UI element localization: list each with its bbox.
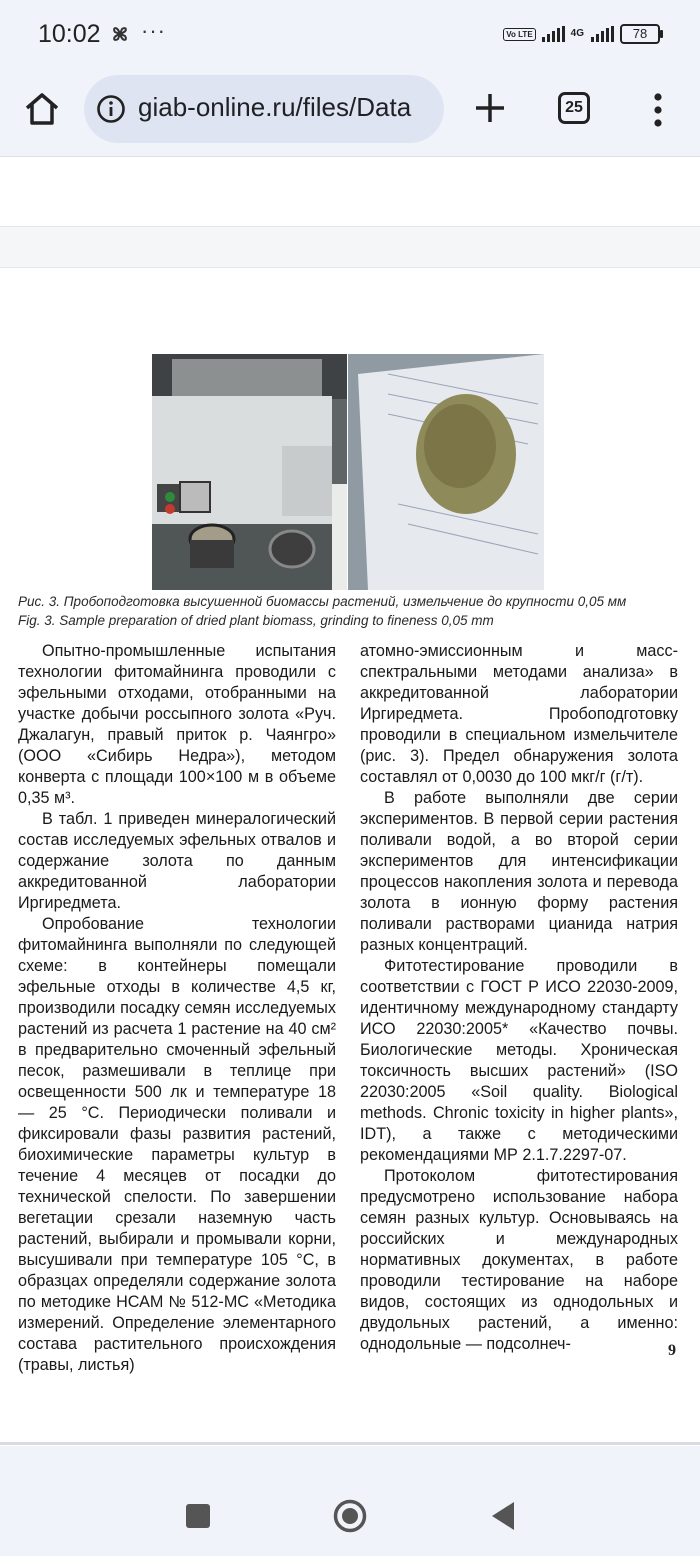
page-number: 9 <box>668 1342 676 1359</box>
site-info-icon[interactable] <box>96 94 126 124</box>
new-tab-icon[interactable] <box>472 90 508 126</box>
battery-icon: 78 <box>620 24 660 44</box>
paragraph: Опробование технологии фитомайнинга выполняли по следующей схеме: в контейнеры помещали эфельные отходы в количестве 4,5 кг, производили посадку семян исследуемых растений из расчета 1 растение на 40 см² в предварительно смоченный эфельный песок, размешивали в теплице при освещенности 500 лк и температуре 18 — 25 °С. Периодически поливали и фиксировали фазы развития растений, биохимические параметры культур в течение 4 месяцев от посадки до технической спелости. По завершении вегетации срезали наземную часть растений, выбирали и промывали корни, высушивали при температуре 105 °С, в образцах определяли содержание золота по методике НСАМ № 512-МС «Методика измерений. Определение элементарного состава растительного происхождения (травы, листья) <box>18 915 336 1374</box>
grinder-photo <box>152 354 347 590</box>
signal-strength-icon-2 <box>591 26 614 42</box>
more-notifications-icon: ··· <box>141 18 166 43</box>
network-type-label: 4G <box>570 28 584 39</box>
address-bar[interactable] <box>84 75 444 143</box>
paragraph: В работе выполняли две серии экспериментов. В первой серии растения поливали водой, а во второй серии экспериментов для интенсификации процессов накопления золота и перевода золота в ионную форму растения поливали растворами цианида натрия разных концентраций. <box>360 789 678 954</box>
fan-notification-icon <box>108 22 132 46</box>
status-icons <box>503 22 660 46</box>
recents-icon[interactable] <box>186 1504 210 1528</box>
browser-toolbar <box>0 70 700 157</box>
paragraph: Протоколом фитотестирования предусмотрено использование набора семян разных культур. Основываясь на российских и международных нормативных документах, в работе проводили тестирование на наборе видов, состоящих из однодольных и двудольных растений, а именно: однодольные — подсолнеч- <box>360 1167 678 1353</box>
figure-3-image <box>152 354 544 590</box>
more-menu-icon[interactable] <box>648 90 668 130</box>
volte-icon: Vo LTE <box>503 28 535 41</box>
article-column-right <box>360 641 678 1355</box>
paragraph: Фитотестирование проводили в соответствии с ГОСТ Р ИСО 22030-2009, идентичному международному стандарту ИСО 22030:2005* «Качество почвы. Биологические методы. Хроническая токсичность высших растений» (ISO 22030:2005 «Soil quality. Biological methods. Chronic toxicity in higher plants», IDT), а также с методическими рекомендациями МР 2.1.7.2297-07. <box>360 957 678 1164</box>
ground-biomass-photo <box>348 354 544 590</box>
page-divider-band <box>0 226 700 268</box>
status-time: 10:02 <box>38 20 101 48</box>
system-nav-bar <box>0 1446 700 1556</box>
home-icon[interactable] <box>22 89 62 129</box>
signal-strength-icon-1 <box>542 26 565 42</box>
url-text[interactable]: giab-online.ru/files/Data <box>138 92 412 122</box>
paragraph: В табл. 1 приведен минералогический состав исследуемых эфельных отвалов и содержание золота по данным аккредитованной лаборатории Иргиредмета. <box>18 810 336 912</box>
nav-home-icon[interactable] <box>333 1499 367 1533</box>
back-icon[interactable] <box>490 1500 516 1532</box>
figure-caption-ru: Рис. 3. Пробоподготовка высушенной биомассы растений, измельчение до крупности 0,05 мм <box>18 594 627 609</box>
paragraph: Опытно-промышленные испытания технологии фитомайнинга проводили с эфельными отходами, отобранными на участке добычи россыпного золота «Руч. Джалагун, правый приток р. Чаянгро» (ООО «Сибирь Недра»), методом конверта с площади 100×100 м в объеме 0,35 м³. <box>18 642 336 807</box>
figure-caption-en: Fig. 3. Sample preparation of dried plant biomass, grinding to fineness 0,05 mm <box>18 613 494 628</box>
paragraph: атомно-эмиссионным и масс-спектральными методами анализа» в аккредитованной лаборатории Иргиредмета. Пробоподготовку проводили в специальном измельчителе (рис. 3). Предел обнаружения золота составлял от 0,0030 до 100 мкг/г (г/т). <box>360 642 678 786</box>
tab-switcher-button[interactable]: 25 <box>558 92 590 124</box>
article-column-left <box>18 641 336 1376</box>
page-bottom-separator <box>0 1442 700 1445</box>
status-bar <box>0 0 700 70</box>
